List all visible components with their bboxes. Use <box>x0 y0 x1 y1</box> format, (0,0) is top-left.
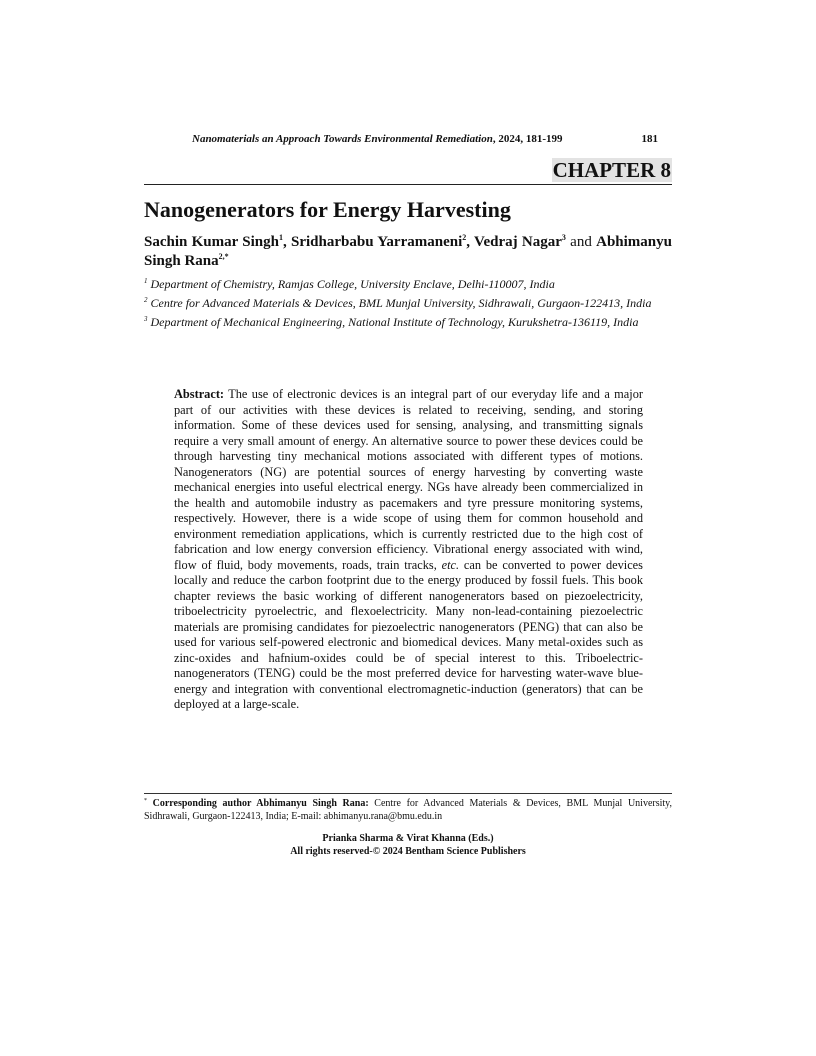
chapter-header <box>144 156 672 185</box>
abstract-label: Abstract: <box>174 387 225 401</box>
abstract-etc: etc. <box>441 557 460 572</box>
author-separator: , <box>466 234 475 250</box>
footnote-marker: * <box>144 798 147 804</box>
affiliation-text: Department of Mechanical Engineering, National Institute of Technology, Kurukshetra-136119, India <box>150 315 639 329</box>
affiliation <box>144 314 672 330</box>
affiliation-text: Department of Chemistry, Ramjas College, University Enclave, Delhi-110007, India <box>150 277 555 291</box>
affiliation-text: Centre for Advanced Materials & Devices, BML Munjal University, Sidhrawali, Gurgaon-122413, India <box>150 296 652 310</box>
author-affiliation-marker: 1 <box>278 233 283 242</box>
affiliation-marker: 2 <box>144 296 148 304</box>
author-separator: and <box>565 234 597 250</box>
abstract <box>174 387 643 713</box>
abstract-text: The use of electronic devices is an integral part of our everyday life and a major part of our activities with these devices is related to receiving, sending, and storing information. Some of these devices used for sensing, analysing, and transmitting signals require a very small amount of energy. An alternative source to power these devices could be through harvesting tiny mechanical motions associated with different types of motions. Nanogenerators (NG) are potential sources of energy harvesting by converting waste mechanical energies into useful electrical energy. NGs have already been commercialized in the health and automobile industry as pacemakers and tyre pressure monitoring systems, respectively. However, there is a wide scope of using them for common household and environment remediation applications, which is currently restricted due to the high cost of fabrication and low energy conversion efficiency. Vibrational energy associated with wind, flow of fluid, body movements, roads, train tracks, <box>174 387 643 572</box>
author-affiliation-marker: 3 <box>561 233 566 242</box>
author-name: Abhimanyu Singh Rana <box>144 234 672 269</box>
chapter-title: Nanogenerators for Energy Harvesting <box>144 197 511 222</box>
chapter-label: CHAPTER 8 <box>552 158 671 182</box>
author-separator: , <box>282 234 292 250</box>
rights-line: All rights reserved-© 2024 Bentham Science Publishers <box>290 846 526 857</box>
journal-title: Nanomaterials an Approach Towards Environmental Remediation <box>192 133 493 145</box>
affiliation-list <box>144 276 672 333</box>
author-name: Vedraj Nagar <box>474 234 562 250</box>
corresponding-author-footnote <box>144 793 672 823</box>
abstract-text-continued: can be converted to power devices locally and reduce the carbon footprint due to the energy produced by fossil fuels. This book chapter reviews the basic working of different nanogenerators based on piezoelectricity, triboelectricity pyroelectric, and flexoelectricity. Many non-lead-containing piezoelectric materials are promising candidates for piezoelectric nanogenerators (PENG) that can also be used for various self-powered electronic and biomedical devices. Many metal-oxides such as zinc-oxides and hafnium-oxides could be of special interest to this. Triboelectric-nanogenerators (TENG) could be the most preferred device for harvesting water-wave blue-energy and integration with conventional electromagnetic-induction (generators) that can be deployed at a large-scale. <box>174 557 643 711</box>
affiliation <box>144 276 672 292</box>
author-name: Sachin Kumar Singh <box>144 234 279 250</box>
affiliation-marker: 3 <box>144 315 148 323</box>
author-name: Sridharbabu Yarramaneni <box>291 234 463 250</box>
affiliation <box>144 295 672 311</box>
affiliation-marker: 1 <box>144 277 148 285</box>
author-affiliation-marker: 2,* <box>218 252 229 261</box>
page-number: 181 <box>641 133 658 145</box>
journal-details: , 2024, 181-199 <box>492 133 563 145</box>
author-affiliation-marker: 2 <box>462 233 467 242</box>
footnote-label: Corresponding author Abhimanyu Singh Rana: <box>152 798 369 809</box>
footnote-text: Centre for Advanced Materials & Devices, BML Munjal University, Sidhrawali, Gurgaon-122413, India; E-mail: abhimanyu.rana@bmu.edu.in <box>144 798 673 822</box>
author-list <box>144 233 672 271</box>
editors-line: Prianka Sharma & Virat Khanna (Eds.) <box>322 833 494 844</box>
publisher-credits <box>144 832 672 858</box>
